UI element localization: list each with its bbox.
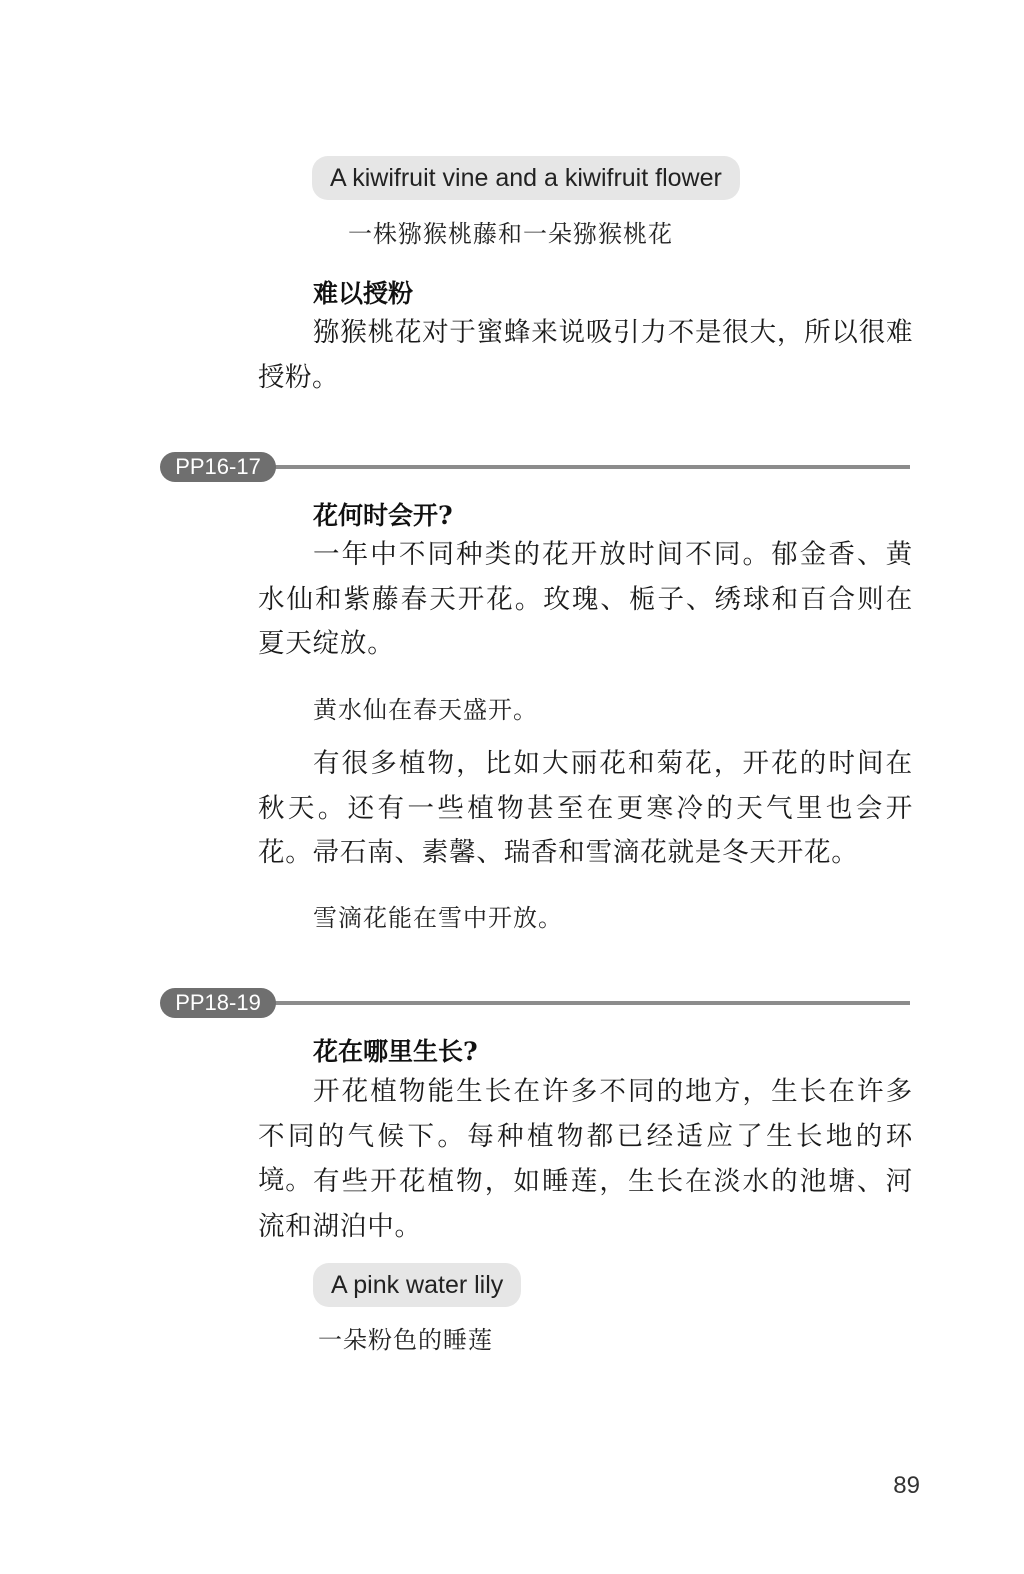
waterlily-caption-cn: 一朵粉色的睡莲 [318,1326,493,1354]
when-flowers-open-heading: 花何时会开? [313,501,453,530]
pollination-text: 猕猴桃花对于蜜蜂来说吸引力不是很大，所以很难授粉。 [258,317,913,393]
snowdrop-note: 雪滴花能在雪中开放。 [313,904,563,932]
section-tag-pp16-17: PP16-17 [160,452,276,482]
pollination-heading: 难以授粉 [313,279,414,308]
section-tag-pp18-19: PP18-19 [160,988,276,1018]
section-divider-line [270,1001,910,1005]
when-flowers-open-para2: 有很多植物，比如大丽花和菊花，开花的时间在秋天。还有一些植物甚至在更寒冷的天气里也会开花。帚石南、素馨、瑞香和雪滴花就是冬天开花。 [258,748,913,868]
when-flowers-open-para1: 一年中不同种类的花开放时间不同。郁金香、黄水仙和紫藤春天开花。玫瑰、栀子、绣球和百合则在夏天绽放。 [258,539,913,659]
where-flowers-grow-para2: 有些开花植物，如睡莲，生长在淡水的池塘、河流和湖泊中。 [258,1166,913,1242]
page-number: 89 [893,1472,920,1499]
section-divider-line [270,465,910,469]
section-bar-pp18-19 [160,988,910,1018]
where-flowers-grow-para1: 开花植物能生长在许多不同的地方，生长在许多不同的气候下。每种植物都已经适应了生长地的环境。 [258,1076,913,1196]
section-bar-pp16-17 [160,452,910,482]
kiwi-caption-en: A kiwifruit vine and a kiwifruit flower [312,156,740,200]
kiwi-caption-cn: 一株猕猴桃藤和一朵猕猴桃花 [348,220,673,248]
waterlily-caption-en: A pink water lily [313,1263,521,1307]
where-flowers-grow-heading: 花在哪里生长? [313,1037,478,1066]
daffodil-note: 黄水仙在春天盛开。 [313,696,538,724]
